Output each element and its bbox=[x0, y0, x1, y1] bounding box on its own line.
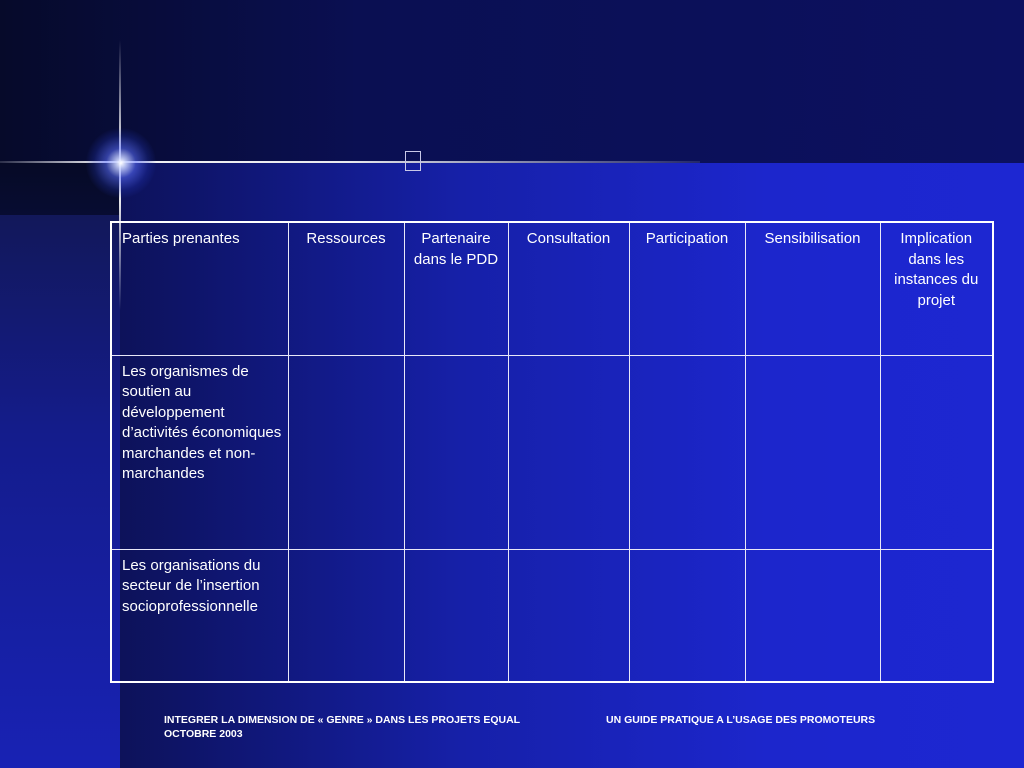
table-cell bbox=[404, 355, 508, 549]
top-band bbox=[0, 0, 1024, 163]
table-cell bbox=[745, 355, 880, 549]
footer-date: OCTOBRE 2003 bbox=[164, 728, 243, 740]
stakeholder-table bbox=[110, 221, 994, 683]
table-cell bbox=[629, 549, 745, 682]
header-cell: Parties prenantes bbox=[111, 222, 288, 355]
footer-left bbox=[164, 713, 520, 741]
missing-glyph-icon bbox=[405, 151, 421, 171]
table-cell bbox=[880, 355, 993, 549]
table-cell: Les organismes de soutien au développement d’activités économiques marchandes et non-marchandes bbox=[111, 355, 288, 549]
footer-right: UN GUIDE PRATIQUE A L’USAGE DES PROMOTEURS bbox=[606, 714, 876, 726]
table-cell bbox=[404, 549, 508, 682]
table-cell bbox=[288, 549, 404, 682]
header-cell: Implication dans les instances du projet bbox=[880, 222, 993, 355]
table-cell bbox=[629, 355, 745, 549]
header-cell: Participation bbox=[629, 222, 745, 355]
table-cell bbox=[508, 355, 629, 549]
table-row bbox=[111, 549, 993, 682]
left-strip-lower bbox=[0, 215, 120, 768]
table-cell bbox=[288, 355, 404, 549]
lens-flare-icon bbox=[86, 128, 156, 198]
header-cell: Ressources bbox=[288, 222, 404, 355]
header-cell: Sensibilisation bbox=[745, 222, 880, 355]
table-cell bbox=[880, 549, 993, 682]
table-cell bbox=[508, 549, 629, 682]
footer-title: INTEGRER LA DIMENSION DE « GENRE » DANS LES PROJETS EQUAL bbox=[164, 714, 521, 726]
table-row bbox=[111, 355, 993, 549]
table-header-row bbox=[111, 222, 993, 355]
header-cell: Consultation bbox=[508, 222, 629, 355]
table-cell: Les organisations du secteur de l’insertion socioprofessionnelle bbox=[111, 549, 288, 682]
header-cell: Partenaire dans le PDD bbox=[404, 222, 508, 355]
table-cell bbox=[745, 549, 880, 682]
